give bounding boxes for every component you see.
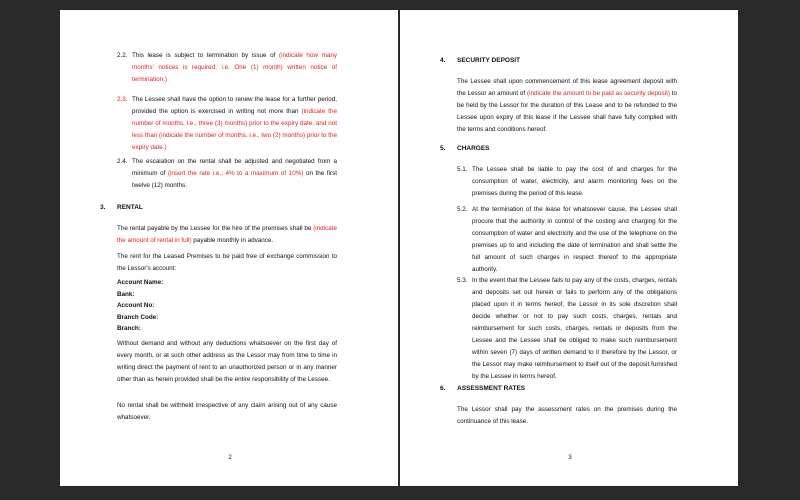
paragraph-text: payable monthly in advance. [191,237,274,244]
clause-text: on the first twelve (12) months. [132,170,337,189]
clause-number: 5.3. [457,277,468,284]
document-page-3 [400,10,738,486]
document-page-2 [60,10,398,486]
payment-paragraph [117,338,337,386]
placeholder-text: (indicate the amount of rental in full) [117,225,337,244]
clause-5-3: In the event that the Lessee fails to pay any of the costs, charges, rentals and deposits set out herein or fails to perform any of the obligations placed upon it in terms hereof, the Lessor in its sole discretion shall decide whether or not to pay such costs, charges, rentals and reimbursement for such costs, charges, rentals or deposits from the Lessee and the Lessee shall be obliged to make such reimbursement within seven (7) days of written demand to it therefore by the Lessor, or the Lessor may make reimbursement to itself out of the deposit furnished by the Lessee in terms hereof. [472,277,677,380]
page-number: 2 [228,455,232,461]
clause-5-2: At the termination of the lease for whatsoever cause, the Lessee shall procure that the authority in control of the costing and charging for the consumption of water and electricity and the use of the telephone on the premises up to and including the date of termination and shall settle the full amount of such charges in respect thereof to the appropriate authority. [472,206,677,273]
section-heading-assessment-rates: ASSESSMENT RATES [457,385,526,392]
clause-text: The Lessee shall have the option to renew the lease for a further period, provided the option is exercised in writing not more than [132,96,337,115]
section-heading-charges: CHARGES [457,145,490,152]
clause-number: 2.2. [117,52,128,59]
account-name-label: Account Name: [117,279,164,286]
placeholder-text: (indicate how many months' notices is required, i.e. One (1) month) written notice of termination.) [132,52,338,83]
placeholder-text: (insert the rate i.e., 4% to a maximum of 10%) [167,170,304,177]
branch-label: Branch: [117,325,141,332]
rates-paragraph: The Lessor shall pay the assessment rates on the premises during the continuance of this lease. [457,406,677,425]
paragraph-text: The rent for the Leased Premises to be paid free of exchange commission to the Lessor's account: [117,253,337,272]
clause-2-2 [132,50,337,86]
clause-number: 2.4. [117,158,128,165]
account-no-label: Account No: [117,302,155,309]
rental-paragraph [117,223,337,247]
rent-account-paragraph [117,251,337,275]
page-number: 3 [568,455,572,461]
clause-number: 2.3. [117,96,128,103]
clause-number: 5.2. [457,206,468,213]
section-number: 4. [440,57,446,64]
withheld-paragraph [117,400,337,424]
placeholder-text: (indicate the number of months, i.e., three (3) months) prior to the expiry date, and not less than (indicate the number of months, i.e., two (2) months) prior to the expiry date.) [132,108,337,151]
clause-number: 5.1. [457,166,468,173]
paragraph-text: Without demand and without any deductions whatsoever on the first day of every month, or at such other address as the Lessor may from time to time in writing direct the payment of rent to an unauthorized person or in any manner other than as herein provided shall be the entire responsibility of the Lessee. [117,340,337,383]
paragraph-text: The Lessee shall upon commencement of this lease agreement deposit with the Lessor an amount of [457,78,677,97]
clause-text: This lease is subject to termination by issue of [132,52,280,59]
account-fields [117,277,163,335]
branch-code-label: Branch Code: [117,313,159,321]
section-number: 6. [440,385,446,392]
deposit-paragraph [457,76,677,136]
paragraph-text: No rental shall be withheld irrespective of any claim arising out of any cause whatsoever. [117,402,337,421]
clause-5-1: The Lessee shall be liable to pay the cost of and charges for the consumption of water, electricity, and alarm monitoring fees on the premises during the period of this lease. [472,166,677,197]
section-heading-security-deposit: SECURITY DEPOSIT [457,57,521,64]
bank-label: Bank: [117,290,135,298]
section-number: 5. [440,145,446,152]
section-number: 3. [100,204,106,211]
section-heading-rental: RENTAL [117,204,143,211]
paragraph-text: The rental payable by the Lessee for the hire of the premises shall be [117,225,314,232]
placeholder-text: (indicate the amount to be paid as security deposit) [526,90,670,97]
clause-text: The escalation on the rental shall be adjusted and negotiated from a minimum of [132,158,337,177]
clause-2-3 [132,94,337,154]
paragraph-text: to be held by the Lessor for the duration of this Lease and to be refunded to the Lessee upon expiry of this lease if the Lessee shall have fully complied with the terms and conditions hereof. [457,90,677,133]
clause-2-4 [132,156,337,192]
